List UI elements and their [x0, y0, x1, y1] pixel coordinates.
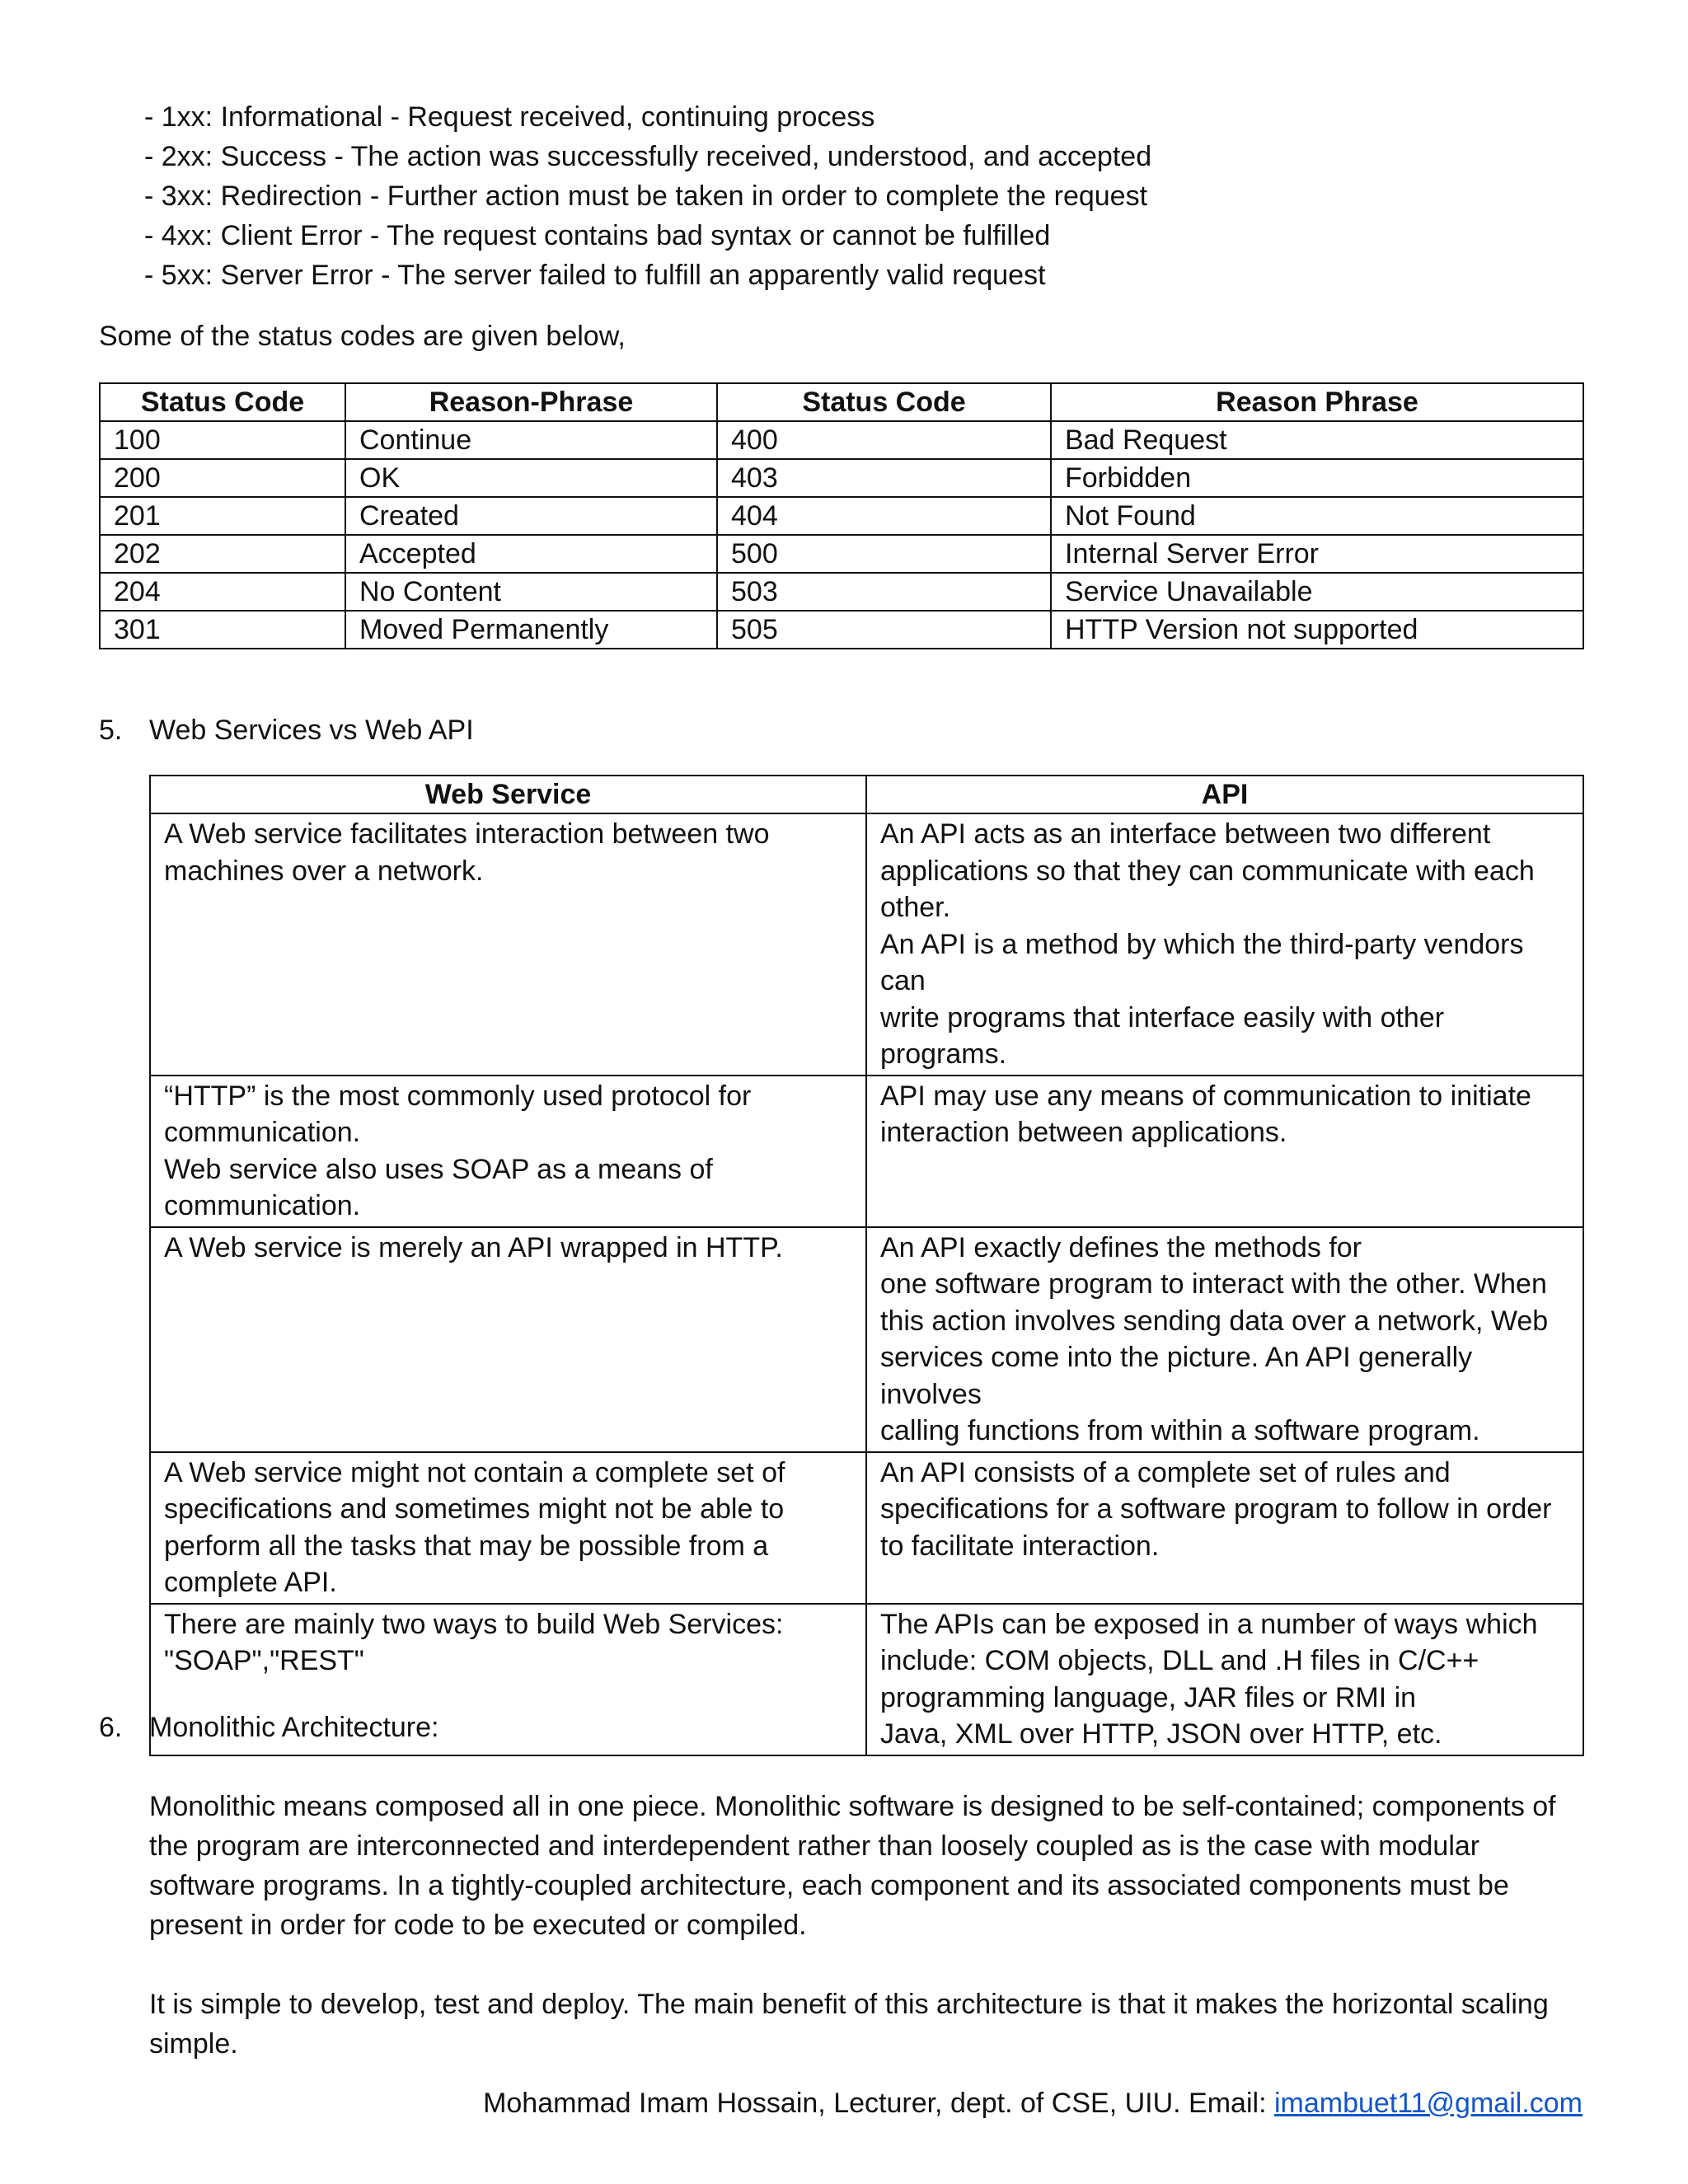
table-row — [100, 497, 1583, 535]
list-item: - 2xx: Success - The action was successfully received, understood, and accepted — [144, 141, 1152, 172]
table-cell: Created — [345, 497, 717, 535]
table-cell: 500 — [717, 535, 1051, 573]
table-cell: Accepted — [345, 535, 717, 573]
table-row — [100, 535, 1583, 573]
table-cell: There are mainly two ways to build Web Services: "SOAP","REST" — [150, 1604, 866, 1755]
table-row — [150, 1227, 1583, 1452]
table-cell: 100 — [100, 421, 345, 459]
table-cell: 505 — [717, 611, 1051, 649]
list-item: - 5xx: Server Error - The server failed to fulfill an apparently valid request — [144, 260, 1046, 291]
status-codes-table — [99, 382, 1584, 649]
monolithic-benefit-paragraph: It is simple to develop, test and deploy. The main benefit of this architecture is that it makes the horizontal scaling simple. — [149, 1989, 1549, 2060]
table-cell: API may use any means of communication to initiate interaction between applications. — [866, 1076, 1583, 1227]
table-row — [100, 573, 1583, 611]
table-header-row — [150, 776, 1583, 813]
table-cell: 201 — [100, 497, 345, 535]
status-codes-intro: Some of the status codes are given below, — [99, 321, 626, 352]
table-cell: 202 — [100, 535, 345, 573]
table-cell: HTTP Version not supported — [1051, 611, 1583, 649]
column-header: Web Service — [150, 776, 866, 813]
footer-author-text: Mohammad Imam Hossain, Lecturer, dept. of CSE, UIU. Email: — [483, 2088, 1274, 2119]
table-cell: A Web service facilitates interaction between two machines over a network. — [150, 813, 866, 1076]
table-cell: Service Unavailable — [1051, 573, 1583, 611]
table-row — [100, 611, 1583, 649]
section-number: 6. — [99, 1712, 123, 1743]
column-header: Reason Phrase — [1051, 383, 1583, 421]
column-header: Reason-Phrase — [345, 383, 717, 421]
table-row — [150, 1452, 1583, 1604]
table-cell: An API consists of a complete set of rules and specifications for a software program to follow in order to facilitate interaction. — [866, 1452, 1583, 1604]
column-header: Status Code — [717, 383, 1051, 421]
table-row — [150, 1076, 1583, 1227]
table-cell: Not Found — [1051, 497, 1583, 535]
table-cell: A Web service might not contain a complete set of specifications and sometimes might not be able to perform all the tasks that may be possible from a complete API. — [150, 1452, 866, 1604]
column-header: API — [866, 776, 1583, 813]
table-cell: OK — [345, 459, 717, 497]
table-row — [150, 813, 1583, 1076]
table-cell: 400 — [717, 421, 1051, 459]
table-cell: A Web service is merely an API wrapped in HTTP. — [150, 1227, 866, 1452]
table-row — [100, 421, 1583, 459]
table-cell: 301 — [100, 611, 345, 649]
table-cell: 403 — [717, 459, 1051, 497]
table-cell: The APIs can be exposed in a number of ways which include: COM objects, DLL and .H files in C/C++ programming language, JAR files or RMI in Java, XML over HTTP, JSON over HTTP, etc. — [866, 1604, 1583, 1755]
monolithic-definition-paragraph: Monolithic means composed all in one piece. Monolithic software is designed to be self-contained; components of the program are interconnected and interdependent rather than loosely coupled as is the case with modular software programs. In a tightly-coupled architecture, each component and its associated components must be present in order for code to be executed or compiled. — [149, 1791, 1556, 1941]
table-cell: An API exactly defines the methods for one software program to interact with the other. When this action involves sending data over a network, Web services come into the picture. An API generally involves calling functions from within a software program. — [866, 1227, 1583, 1452]
section-title: Monolithic Architecture: — [149, 1712, 439, 1743]
table-row — [100, 459, 1583, 497]
table-cell: 204 — [100, 573, 345, 611]
column-header: Status Code — [100, 383, 345, 421]
section-number: 5. — [99, 715, 123, 746]
status-class-list — [144, 97, 1151, 295]
page-footer — [483, 2083, 1582, 2123]
table-cell: An API acts as an interface between two different applications so that they can communicate with each other. An API is a method by which the third-party vendors can write programs that interface easily with other programs. — [866, 813, 1583, 1076]
table-cell: Forbidden — [1051, 459, 1583, 497]
table-cell: “HTTP” is the most commonly used protocol for communication. Web service also uses SOAP as a means of communication. — [150, 1076, 866, 1227]
table-header-row — [100, 383, 1583, 421]
list-item: - 4xx: Client Error - The request contains bad syntax or cannot be fulfilled — [144, 220, 1051, 251]
list-item: - 1xx: Informational - Request received, continuing process — [144, 101, 875, 133]
list-item: - 3xx: Redirection - Further action must be taken in order to complete the request — [144, 180, 1148, 212]
table-cell: No Content — [345, 573, 717, 611]
table-cell: Internal Server Error — [1051, 535, 1583, 573]
table-cell: Bad Request — [1051, 421, 1583, 459]
web-service-vs-api-table — [149, 775, 1584, 1756]
table-cell: Moved Permanently — [345, 611, 717, 649]
table-cell: 200 — [100, 459, 345, 497]
table-cell: 503 — [717, 573, 1051, 611]
section-title: Web Services vs Web API — [149, 715, 474, 746]
table-cell: 404 — [717, 497, 1051, 535]
footer-email-link[interactable]: imambuet11@gmail.com — [1273, 2088, 1582, 2119]
table-cell: Continue — [345, 421, 717, 459]
